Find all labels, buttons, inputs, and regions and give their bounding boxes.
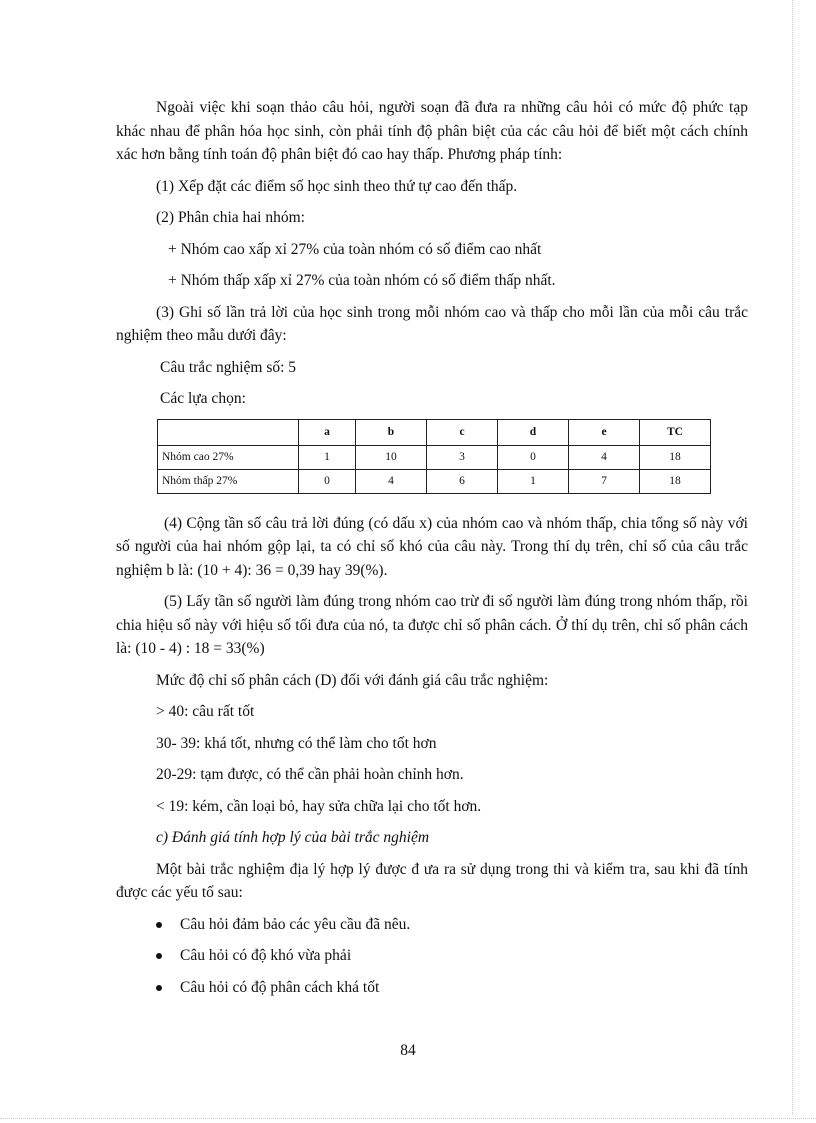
- table-row: [158, 469, 711, 493]
- table-cell: 0: [299, 469, 356, 493]
- list-item: [156, 976, 748, 1000]
- table-cell: 0: [498, 445, 569, 469]
- table-header-cell: d: [498, 419, 569, 445]
- bullet-icon: [156, 985, 162, 991]
- question-label: Câu trắc nghiệm số: 5: [160, 358, 297, 376]
- step-3: (3) Ghi số lần trả lời của học sinh trong mỗi nhóm cao và thấp cho mỗi lần của mỗi câu trắc nghiệm theo mẫu dưới đây:: [116, 303, 748, 344]
- table-header-cell: TC: [640, 419, 711, 445]
- table-cell: Nhóm cao 27%: [158, 445, 299, 469]
- bullet-icon: [156, 953, 162, 959]
- table-header-cell: c: [427, 419, 498, 445]
- table-cell: 18: [640, 469, 711, 493]
- level-good: 30- 39: khá tốt, nhưng có thể làm cho tốt hơn: [156, 734, 437, 752]
- page-border-bottom: [0, 1118, 816, 1119]
- level-acceptable: 20-29: tạm được, có thể cần phải hoàn chỉnh hơn.: [156, 766, 464, 783]
- evaluation-intro: Một bài trắc nghiệm địa lý hợp lý được đ ưa ra sử dụng trong thi và kiểm tra, sau khi đã tính được các yếu tố sau:: [116, 860, 748, 901]
- choices-label: Các lựa chọn:: [160, 390, 246, 407]
- table-header-cell: b: [356, 419, 427, 445]
- table-cell: 1: [299, 445, 356, 469]
- table-row: [158, 445, 711, 469]
- table-cell: 10: [356, 445, 427, 469]
- bullet-icon: [156, 922, 162, 928]
- group-low: + Nhóm thấp xấp xỉ 27% của toàn nhóm có số điểm thấp nhất.: [168, 272, 556, 289]
- list-item-text: Câu hỏi có độ khó vừa phải: [180, 947, 352, 964]
- table-header-cell: a: [299, 419, 356, 445]
- level-very-good: > 40: câu rất tốt: [156, 703, 255, 720]
- table-cell: 6: [427, 469, 498, 493]
- table-header-cell: e: [569, 419, 640, 445]
- criteria-list: [116, 913, 748, 1000]
- table-cell: 18: [640, 445, 711, 469]
- list-item: [156, 913, 748, 937]
- step-4: (4) Cộng tần số câu trả lời đúng (có dấu x) của nhóm cao và nhóm thấp, chia tổng số này với số người của hai nhóm gộp lại, ta có chỉ số khó của câu này. Trong thí dụ trên, chỉ số của câu trắc nghiệm b là: (10 + 4): 36 = 0,39 hay 39(%).: [116, 514, 748, 579]
- step-5: (5) Lấy tần số người làm đúng trong nhóm cao trừ đi số người làm đúng trong nhóm thấp, rồi chia hiệu số này với hiệu số tối đưa của nó, ta được chỉ số phân cách. Ở thí dụ trên, chỉ số phân cách là: (10 - 4) : 18 = 33(%): [116, 593, 748, 657]
- level-poor: < 19: kém, cần loại bỏ, hay sửa chữa lại cho tốt hơn.: [156, 797, 482, 815]
- step-2: (2) Phân chia hai nhóm:: [156, 209, 305, 226]
- table-cell: 7: [569, 469, 640, 493]
- table-cell: Nhóm thấp 27%: [158, 469, 299, 493]
- table-cell: 4: [569, 445, 640, 469]
- document-body: [116, 96, 748, 1007]
- table-header-row: [158, 419, 711, 445]
- discrimination-intro: Mức độ chỉ số phân cách (D) đối với đánh giá câu trắc nghiệm:: [156, 671, 549, 689]
- table-cell: 1: [498, 469, 569, 493]
- choices-table: [157, 419, 711, 494]
- section-c-heading: c) Đánh giá tính hợp lý của bài trắc nghiệm: [156, 829, 430, 846]
- group-high: + Nhóm cao xấp xỉ 27% của toàn nhóm có số điểm cao nhất: [168, 240, 542, 258]
- page-border-right: [792, 0, 793, 1115]
- table-cell: 3: [427, 445, 498, 469]
- page-number: 84: [400, 1042, 416, 1059]
- list-item: [156, 944, 748, 968]
- list-item-text: Câu hỏi có độ phân cách khá tốt: [180, 978, 380, 996]
- table-header-cell: [158, 419, 299, 445]
- intro-paragraph: Ngoài việc khi soạn thảo câu hỏi, người soạn đã đưa ra những câu hỏi có mức độ phức tạp khác nhau để phân hóa học sinh, còn phải tính độ phân biệt của các câu hỏi để biết một cách chính xác hơn bằng tính toán độ phân biệt đó cao hay thấp. Phương pháp tính:: [116, 99, 748, 163]
- step-1: (1) Xếp đặt các điểm số học sinh theo thứ tự cao đến thấp.: [156, 177, 518, 195]
- list-item-text: Câu hỏi đảm bảo các yêu cầu đã nêu.: [180, 915, 411, 933]
- table-cell: 4: [356, 469, 427, 493]
